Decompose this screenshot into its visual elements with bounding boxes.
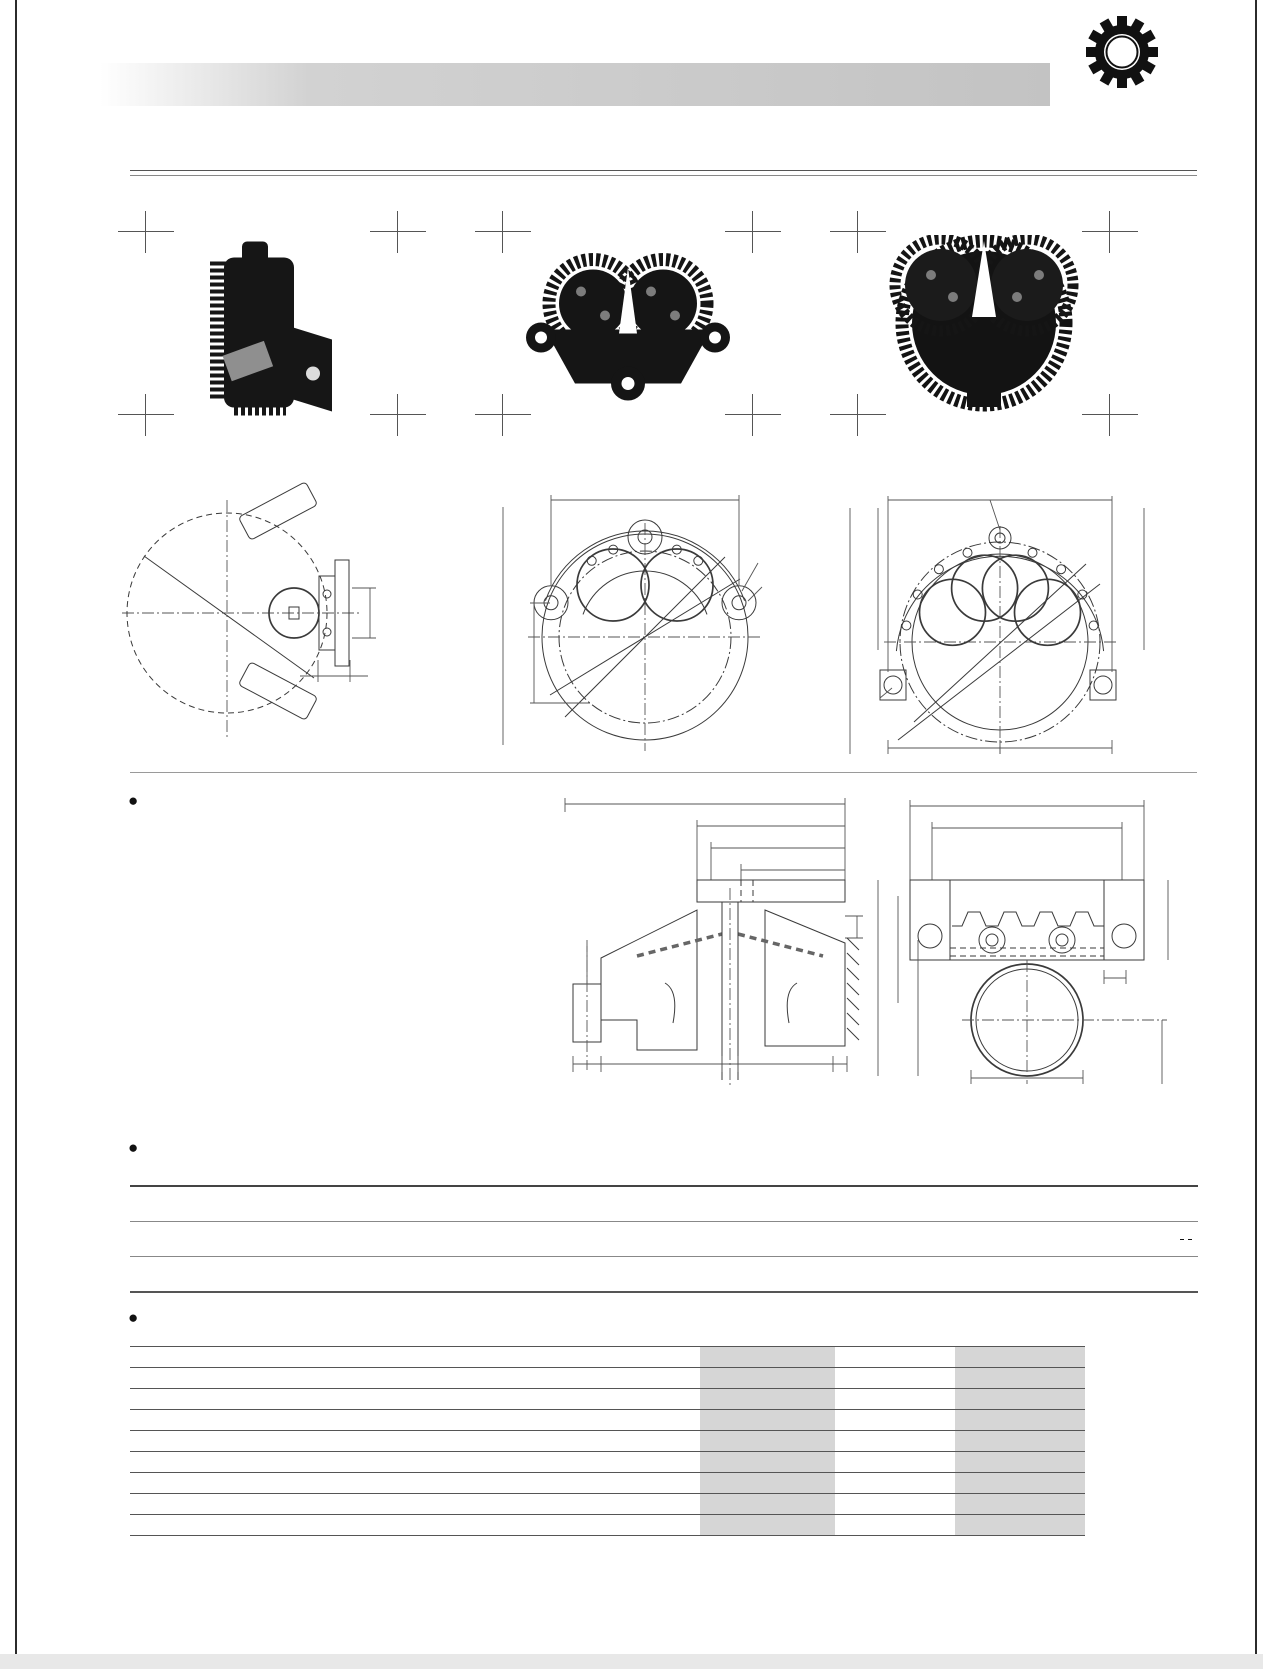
spec-cell-v3	[955, 1410, 1085, 1430]
spec-cell-cn	[130, 1494, 275, 1514]
crop-mark-icon	[725, 394, 781, 436]
bullet-icon: ●	[128, 1308, 139, 1327]
spec-cell-cn	[130, 1368, 275, 1388]
fraction-num	[1188, 1239, 1192, 1240]
table-row	[130, 1256, 1198, 1291]
spec-cell-v2	[835, 1368, 955, 1388]
table-row	[130, 1388, 1085, 1409]
page-left-border	[15, 0, 17, 1669]
photo-box-dbk10	[146, 232, 398, 415]
spec-cell-v2	[835, 1389, 955, 1409]
product-photo-dbk202	[523, 241, 733, 406]
page-bottom-strip	[0, 1654, 1263, 1669]
crop-mark-icon	[118, 394, 174, 436]
crop-mark-icon	[725, 211, 781, 253]
spec-cell-en	[275, 1515, 700, 1535]
spec-cell-cn	[130, 1473, 275, 1493]
spec-cell-en	[275, 1389, 700, 1409]
spec-cell-v1	[700, 1431, 835, 1451]
specification-table	[130, 1346, 1085, 1536]
note-row-cn	[130, 1537, 215, 1551]
torque-plot-area	[125, 838, 545, 1063]
table-row	[130, 1514, 1085, 1535]
drawing-dbk204	[828, 442, 1168, 757]
fraction	[1188, 1239, 1192, 1240]
bullet-icon: ●	[128, 1138, 139, 1157]
calc-section-heading	[128, 1140, 186, 1160]
spec-cell-v1	[700, 1368, 835, 1388]
table-row	[130, 1187, 1198, 1221]
product-photo-dbk10	[182, 231, 362, 416]
spec-cell-en	[275, 1473, 700, 1493]
spec-cell-v2	[835, 1494, 955, 1514]
spec-cell-en	[275, 1494, 700, 1514]
page-right-border	[1255, 0, 1257, 1669]
calc-row-value-formula	[1010, 1232, 1198, 1247]
table-row	[130, 1221, 1198, 1256]
spec-col-dbk10	[700, 1347, 835, 1367]
header-rule	[130, 170, 1197, 176]
spec-cell-cn	[130, 1515, 275, 1535]
spec-col-en	[275, 1347, 700, 1367]
spec-cell-v3	[955, 1473, 1085, 1493]
section-drawing-caliper	[545, 788, 865, 1088]
table-row	[130, 1472, 1085, 1493]
spec-col-cn	[130, 1347, 275, 1367]
section-drawing-bracket	[862, 788, 1192, 1088]
spec-col-dbk202	[835, 1347, 955, 1367]
spec-cell-v2	[835, 1410, 955, 1430]
spec-cell-v3	[955, 1452, 1085, 1472]
spec-cell-v1	[700, 1452, 835, 1472]
torque-calc-table	[130, 1185, 1198, 1293]
spec-cell-v2	[835, 1515, 955, 1535]
spec-cell-cn	[130, 1389, 275, 1409]
spec-cell-en	[275, 1452, 700, 1472]
drawing-dbk202	[470, 445, 800, 755]
spec-cell-v2	[835, 1473, 955, 1493]
spec-cell-cn	[130, 1431, 275, 1451]
spec-cell-cn	[130, 1410, 275, 1430]
spec-cell-v2	[835, 1452, 955, 1472]
spec-col-dbk204	[955, 1347, 1085, 1367]
table-row	[130, 1367, 1085, 1388]
spec-cell-v1	[700, 1515, 835, 1535]
spec-cell-en	[275, 1431, 700, 1451]
product-photo-dbk204	[869, 235, 1099, 413]
spec-section-heading	[128, 1310, 186, 1330]
spec-cell-v1	[700, 1494, 835, 1514]
spec-cell-en	[275, 1410, 700, 1430]
table-row	[130, 1430, 1085, 1451]
hatch-wall	[847, 938, 859, 1040]
spec-cell-v1	[700, 1410, 835, 1430]
spec-cell-v2	[835, 1431, 955, 1451]
spec-cell-cn	[130, 1452, 275, 1472]
table-row	[130, 1493, 1085, 1514]
crop-mark-icon	[370, 394, 426, 436]
spec-cell-v1	[700, 1389, 835, 1409]
bullet-icon: ●	[128, 791, 139, 810]
gear-icon	[1073, 10, 1171, 101]
note-row-en	[130, 1559, 215, 1573]
tianji-gear-logo	[1072, 10, 1182, 118]
table-row	[130, 1409, 1085, 1430]
spec-cell-v3	[955, 1368, 1085, 1388]
torque-section-heading	[128, 793, 186, 813]
photo-box-dbk204	[858, 232, 1110, 415]
crop-mark-icon	[370, 211, 426, 253]
fraction	[1180, 1239, 1184, 1240]
table-header-row	[130, 1346, 1085, 1367]
spec-cell-v3	[955, 1515, 1085, 1535]
table-row	[130, 1451, 1085, 1472]
spec-cell-v3	[955, 1389, 1085, 1409]
drawing-dbk10	[122, 448, 422, 753]
torque-pressure-chart	[125, 838, 550, 1093]
crop-mark-icon	[118, 211, 174, 253]
fraction-num	[1180, 1239, 1184, 1240]
subtitle-bar	[100, 63, 1050, 106]
spec-cell-v1	[700, 1473, 835, 1493]
section-rule	[130, 772, 1197, 773]
photo-box-dbk202	[503, 232, 753, 415]
spec-cell-en	[275, 1368, 700, 1388]
spec-cell-v3	[955, 1431, 1085, 1451]
spec-cell-v3	[955, 1494, 1085, 1514]
